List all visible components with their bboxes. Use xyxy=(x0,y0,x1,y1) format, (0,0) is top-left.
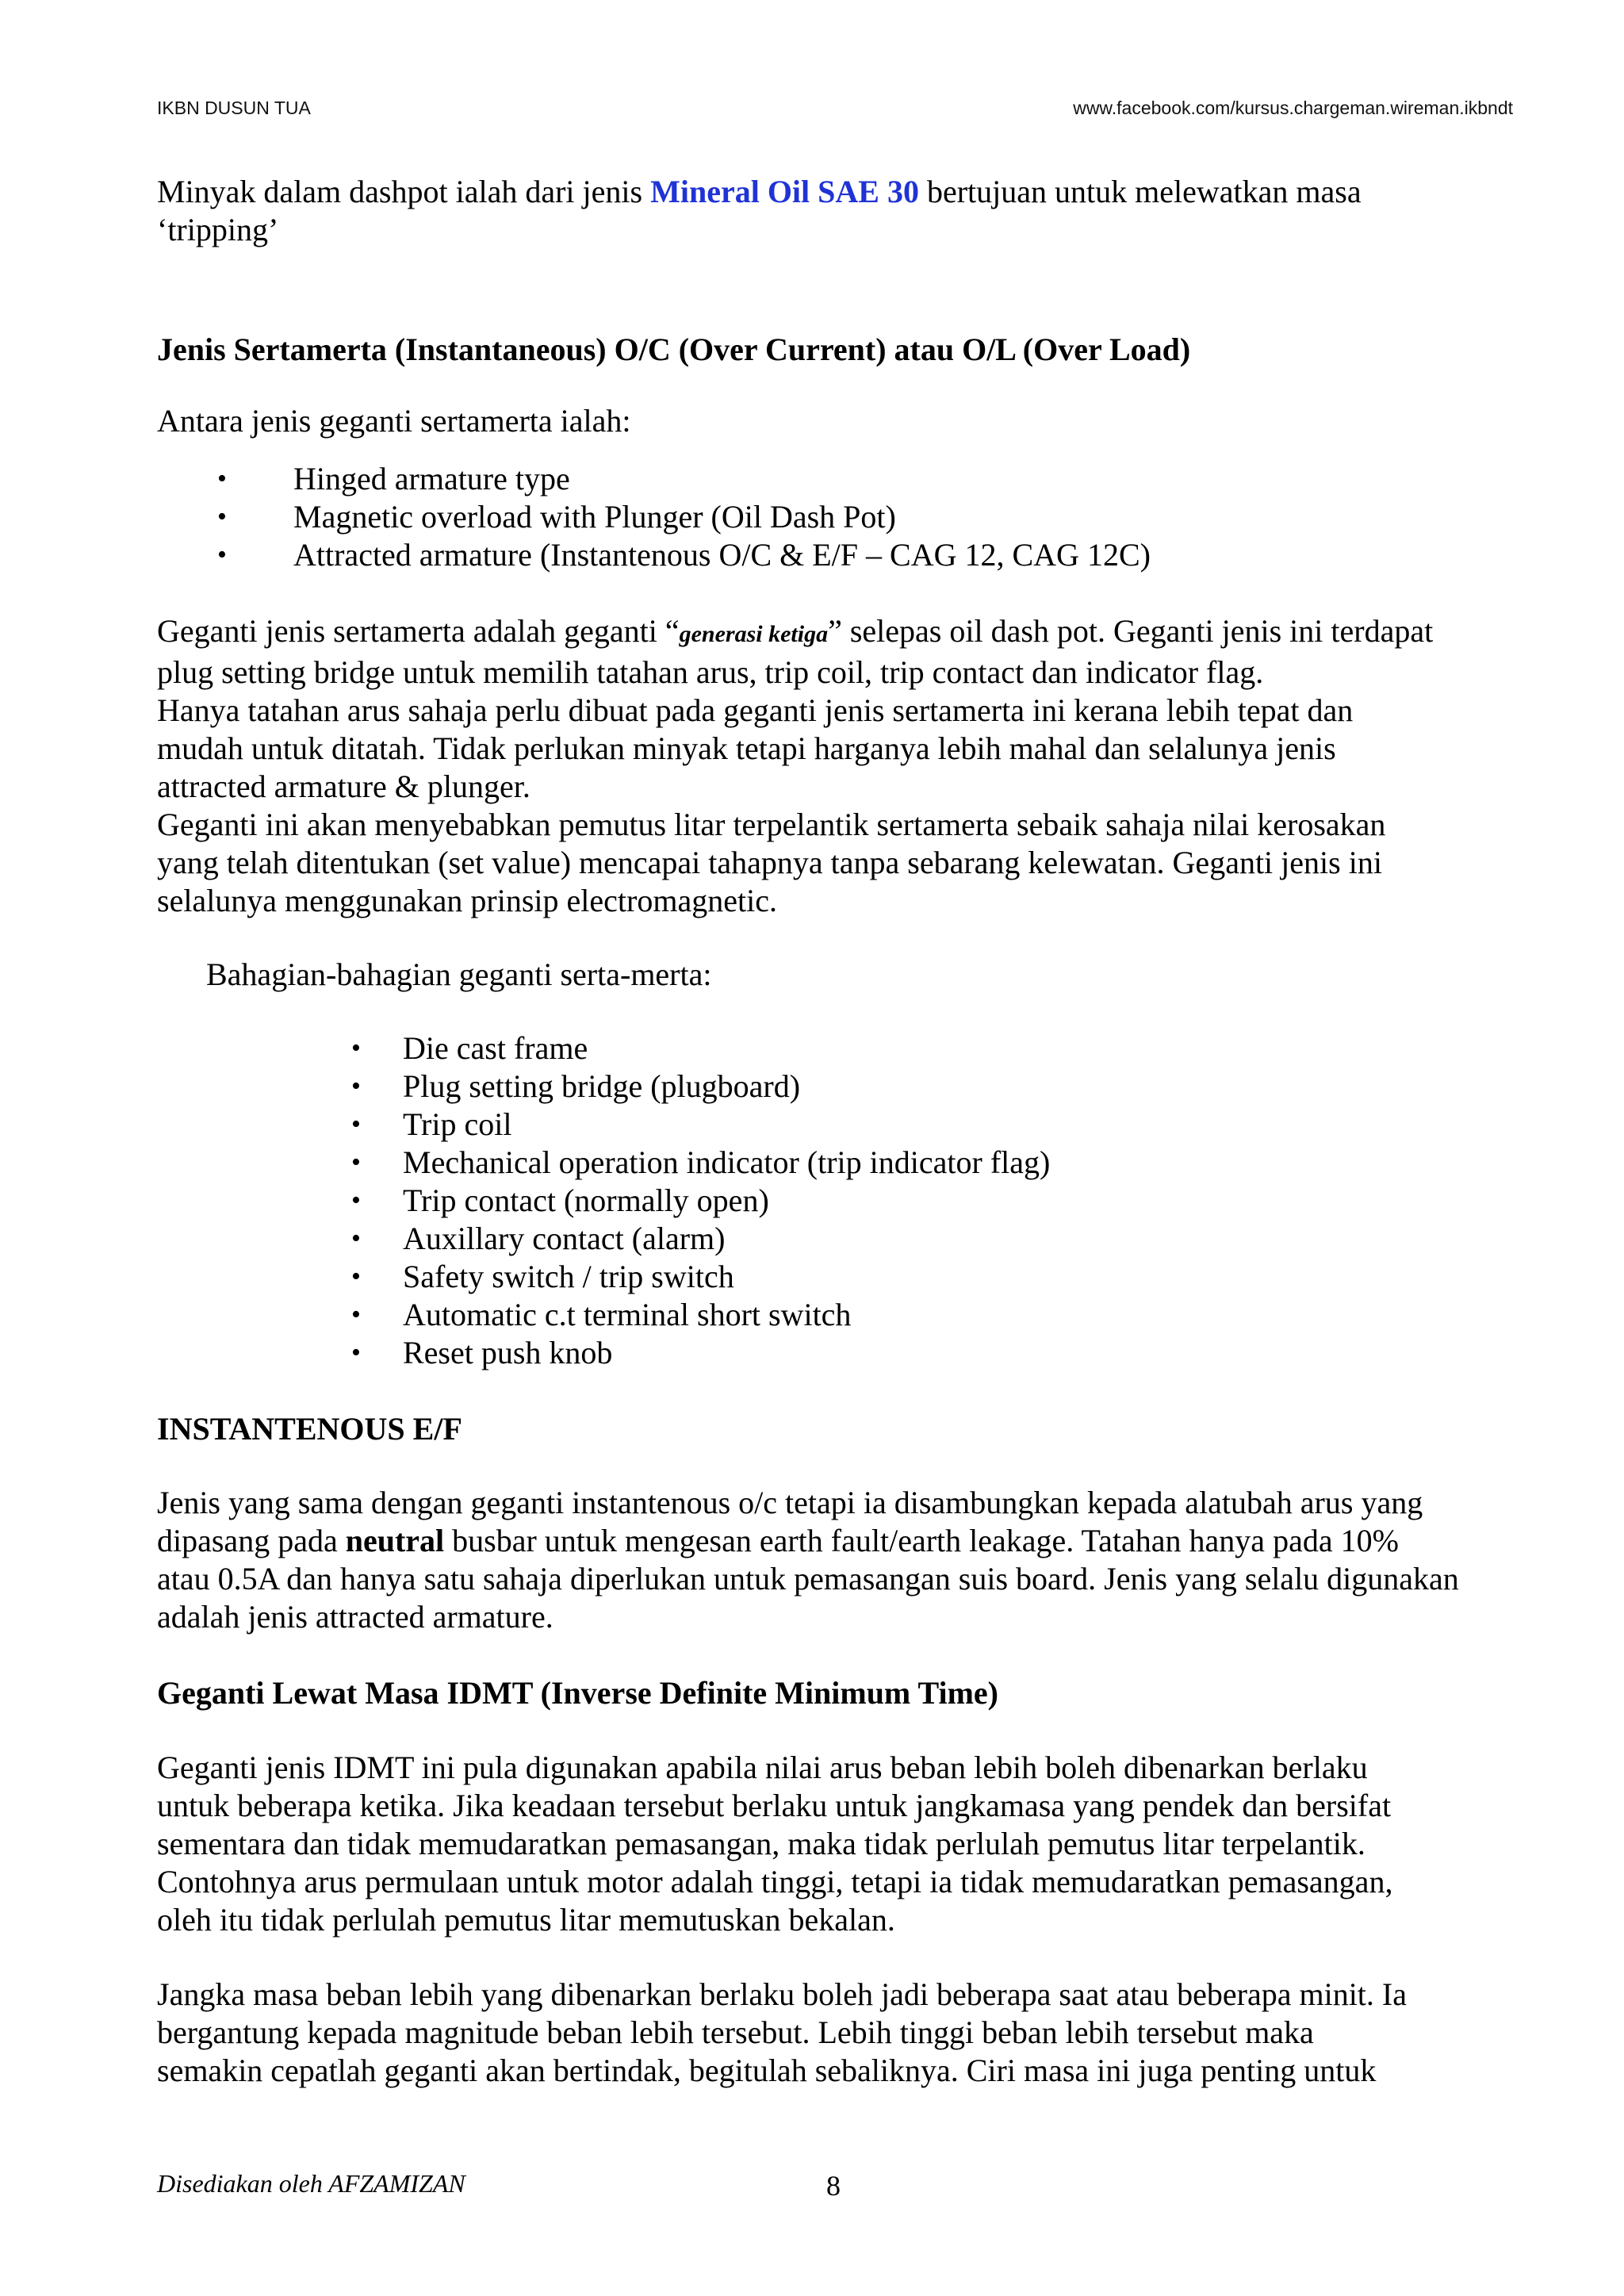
bullet-icon: • xyxy=(351,1148,361,1177)
para-line: Geganti ini akan menyebabkan pemutus litar terpelantik sertamerta sebaik sahaja nilai kerosakan xyxy=(157,807,1386,842)
para-line: semakin cepatlah geganti akan bertindak, begitulah sebaliknya. Ciri masa ini juga penting untuk xyxy=(157,2053,1377,2088)
list-item xyxy=(157,460,1521,498)
list-item xyxy=(157,1106,1521,1144)
bullet-icon: • xyxy=(351,1110,361,1139)
list-item-text: Automatic c.t terminal short switch xyxy=(403,1297,852,1332)
para-line: Jangka masa beban lebih yang dibenarkan berlaku boleh jadi beberapa saat atau beberapa minit. Ia xyxy=(157,1976,1407,2012)
para-text: dipasang pada xyxy=(157,1523,346,1558)
list-item xyxy=(157,1296,1521,1334)
list-item-text: Reset push knob xyxy=(403,1335,613,1370)
bullet-icon: • xyxy=(351,1300,361,1329)
header-org: IKBN DUSUN TUA xyxy=(157,98,311,118)
para-line: sementara dan tidak memudaratkan pemasangan, maka tidak perlulah pemutus litar terpelantik. xyxy=(157,1826,1365,1861)
para-line: untuk beberapa ketika. Jika keadaan tersebut berlaku untuk jangkamasa yang pendek dan bersifat xyxy=(157,1788,1392,1823)
bullet-icon: • xyxy=(351,1224,361,1253)
list-item xyxy=(157,498,1521,536)
types-list xyxy=(157,460,1521,574)
list-item xyxy=(157,1220,1521,1258)
para-line: selalunya menggunakan prinsip electromagnetic. xyxy=(157,883,777,918)
list-item xyxy=(157,1144,1521,1182)
instantaneous-ef-paragraph xyxy=(157,1484,1521,1636)
list-item xyxy=(157,1182,1521,1220)
para-text: ” selepas oil dash pot. Geganti jenis ini terdapat xyxy=(828,613,1434,649)
para-line: Hanya tatahan arus sahaja perlu dibuat pada geganti jenis sertamerta ini kerana lebih tepat dan xyxy=(157,692,1354,728)
oil-type-highlight: Mineral Oil SAE 30 xyxy=(650,174,919,209)
bullet-icon: • xyxy=(217,464,227,493)
generation-term: generasi ketiga xyxy=(679,621,829,647)
header-url: www.facebook.com/kursus.chargeman.wireman.ikbndt xyxy=(1073,98,1513,118)
section-heading-instantaneous-ef: INSTANTENOUS E/F xyxy=(157,1411,462,1447)
section-heading-idmt: Geganti Lewat Masa IDMT (Inverse Definite Minimum Time) xyxy=(157,1675,998,1711)
intro-text: Minyak dalam dashpot ialah dari jenis xyxy=(157,174,651,209)
list-item xyxy=(157,1258,1521,1296)
para-line: yang telah ditentukan (set value) mencapai tahapnya tanpa sebarang kelewatan. Geganti jenis ini xyxy=(157,845,1382,880)
page-number: 8 xyxy=(826,2170,841,2202)
list-item-text: Die cast frame xyxy=(403,1030,588,1066)
intro-text-cont: bertujuan untuk melewatkan masa xyxy=(918,174,1362,209)
page-content xyxy=(157,173,1521,2090)
para-line: plug setting bridge untuk memilih tatahan arus, trip coil, trip contact dan indicator flag. xyxy=(157,654,1264,690)
para-line: attracted armature & plunger. xyxy=(157,769,530,804)
list-item-text: Safety switch / trip switch xyxy=(403,1259,734,1294)
list-item xyxy=(157,1029,1521,1068)
list-item-text: Mechanical operation indicator (trip indicator flag) xyxy=(403,1144,1051,1180)
idmt-paragraph-2 xyxy=(157,1976,1521,2090)
description-paragraph xyxy=(157,612,1521,920)
para-line: atau 0.5A dan hanya satu sahaja diperlukan untuk pemasangan suis board. Jenis yang selalu digunakan xyxy=(157,1561,1459,1596)
list-item xyxy=(157,1334,1521,1372)
para-line: Jenis yang sama dengan geganti instantenous o/c tetapi ia disambungkan kepada alatubah arus yang xyxy=(157,1485,1423,1520)
parts-lead: Bahagian-bahagian geganti serta-merta: xyxy=(206,956,712,992)
parts-list xyxy=(157,1029,1521,1372)
bullet-icon: • xyxy=(351,1186,361,1215)
para-line: mudah untuk ditatah. Tidak perlukan minyak tetapi harganya lebih mahal dan selalunya jenis xyxy=(157,730,1336,766)
list-item-text: Trip contact (normally open) xyxy=(403,1182,769,1218)
para-line: Geganti jenis IDMT ini pula digunakan apabila nilai arus beban lebih boleh dibenarkan berlaku xyxy=(157,1750,1368,1785)
list-item-text: Attracted armature (Instantenous O/C & E/F – CAG 12, CAG 12C) xyxy=(293,537,1151,573)
list-item xyxy=(157,536,1521,574)
list-item-text: Trip coil xyxy=(403,1106,512,1142)
para-line: adalah jenis attracted armature. xyxy=(157,1599,553,1635)
para-line: bergantung kepada magnitude beban lebih tersebut. Lebih tinggi beban lebih tersebut maka xyxy=(157,2014,1314,2050)
intro-paragraph xyxy=(157,173,1521,249)
bullet-icon: • xyxy=(351,1071,361,1101)
neutral-term: neutral xyxy=(345,1523,445,1558)
list-item-text: Magnetic overload with Plunger (Oil Dash Pot) xyxy=(293,499,896,535)
types-lead: Antara jenis geganti sertamerta ialah: xyxy=(157,403,631,439)
bullet-icon: • xyxy=(351,1033,361,1063)
list-item-text: Hinged armature type xyxy=(293,461,570,496)
para-text: busbar untuk mengesan earth fault/earth leakage. Tatahan hanya pada 10% xyxy=(444,1523,1399,1558)
section-heading-instantaneous: Jenis Sertamerta (Instantaneous) O/C (Over Current) atau O/L (Over Load) xyxy=(157,332,1191,367)
list-item-text: Auxillary contact (alarm) xyxy=(403,1221,726,1256)
bullet-icon: • xyxy=(217,540,227,569)
idmt-paragraph-1 xyxy=(157,1749,1521,1939)
footer-author: Disediakan oleh AFZAMIZAN xyxy=(157,2169,465,2198)
list-item-text: Plug setting bridge (plugboard) xyxy=(403,1068,801,1104)
bullet-icon: • xyxy=(351,1262,361,1291)
para-text: Geganti jenis sertamerta adalah geganti “ xyxy=(157,613,680,649)
intro-line2: ‘tripping’ xyxy=(157,212,279,247)
para-line: oleh itu tidak perlulah pemutus litar memutuskan bekalan. xyxy=(157,1902,895,1938)
list-item xyxy=(157,1068,1521,1106)
bullet-icon: • xyxy=(351,1338,361,1367)
para-line: Contohnya arus permulaan untuk motor adalah tinggi, tetapi ia tidak memudaratkan pemasangan, xyxy=(157,1864,1393,1899)
bullet-icon: • xyxy=(217,502,227,531)
